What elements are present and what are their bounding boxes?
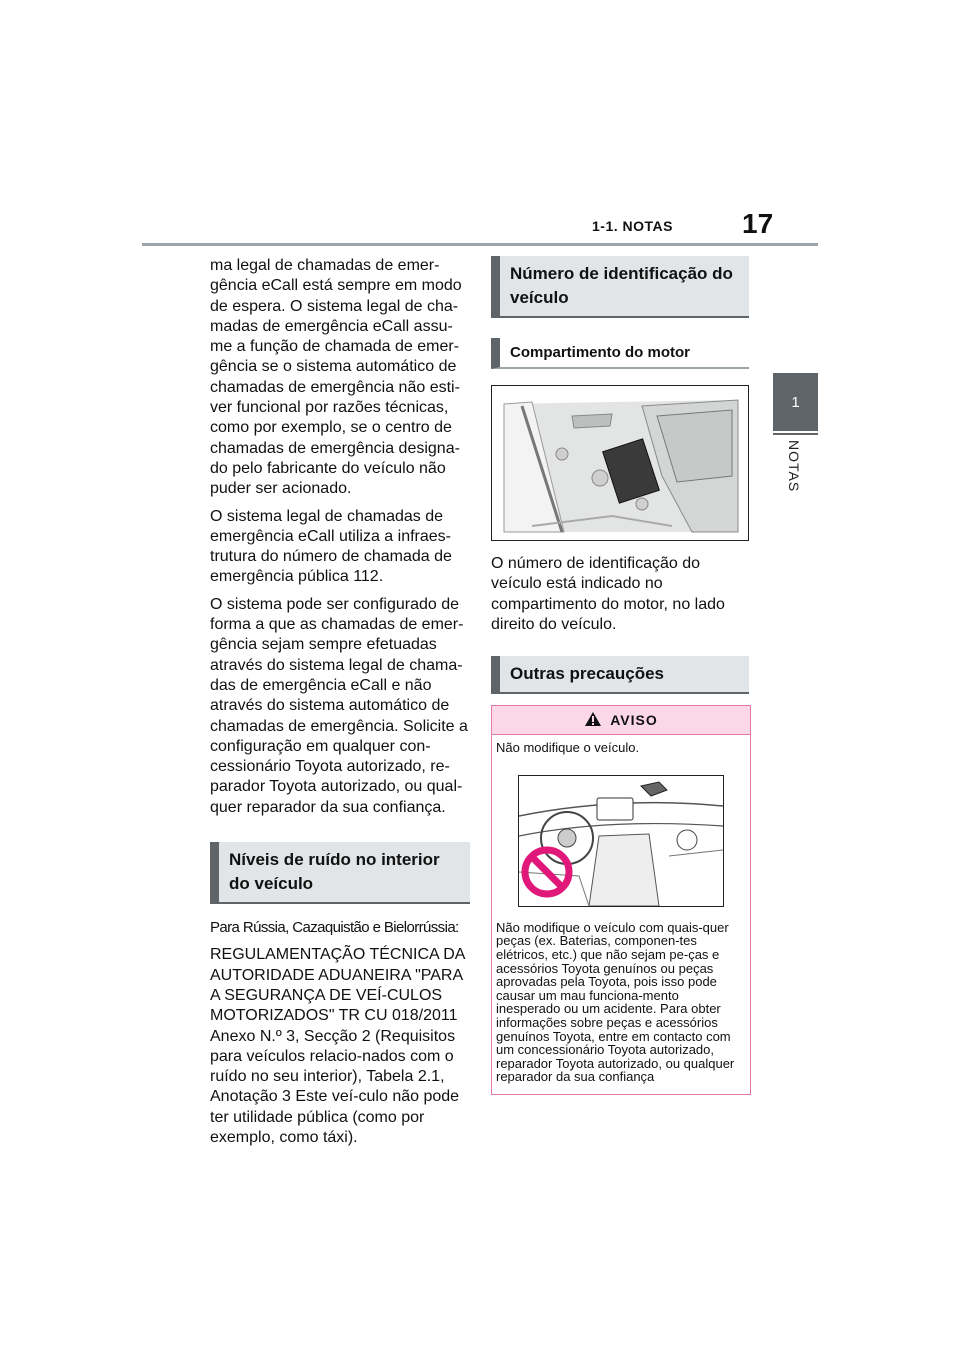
chapter-tab-divider [773,433,818,435]
engine-compartment-image [492,386,748,540]
warning-line: Não modifique o veículo. [496,740,640,756]
engine-compartment-illustration [491,385,749,541]
warning-header [492,706,750,735]
warning-box [491,705,751,1095]
ecall-paragraph-3: O sistema pode ser configurado de forma a que as chamadas de emer-gência sejam sempre efetuadas através do sistema legal de chama-das de emergência eCall e não através do sistema automático de chamadas de emergência. Solicite a configuração em qualquer con-cessionário Toyota autorizado, re-parador Toyota autorizado, ou qual-quer reparador da sua confiança. [210,595,468,816]
left-column [210,256,470,1155]
header-divider [142,243,818,246]
chapter-label: NOTAS [786,440,802,493]
ecall-paragraph-2: O sistema legal de chamadas de emergência eCall utiliza a infraes-trutura do número de chamada de emergência pública 112. [210,507,452,586]
warning-body-text: Não modifique o veículo com quais-quer peças (ex. Baterias, componen-tes elétricos, etc.) que não sejam pe-ças e acessórios Toyota genuínos ou peças aprovadas pela Toyota, pois isso pode causar um mau funciona-mento inesperado ou um acidente. Para obter informações sobre peças e acessórios genuínos Toyota, entre em contacto com um concessionário Toyota autorizado, reparador Toyota autorizado, ou qualquer reparador da sua confiança [496,919,735,1085]
noise-lead: Para Rússia, Cazaquistão e Bielorrússia: [210,919,459,937]
page-number: 17 [742,208,774,239]
section-title: 1-1. NOTAS [592,218,673,234]
vin-location-text: O número de identificação do veículo está indicado no compartimento do motor, no lado direito do veículo. [491,555,725,633]
warning-body [492,735,750,1094]
heading-vehicle-id: Número de identificação do veículo [491,256,749,318]
dashboard-illustration [518,775,724,907]
chapter-number: 1 [791,393,800,411]
right-column [491,256,751,1095]
dashboard-image [519,776,723,906]
warning-triangle-icon [584,711,602,730]
noise-regulation-text: REGULAMENTAÇÃO TÉCNICA DA AUTORIDADE ADUANEIRA "PARA A SEGURANÇA DE VEÍ-CULOS MOTORIZADOS" TR CU 018/2011 Anexo N.º 3, Secção 2 (Requisitos para veículos relacio-nados com o ruído no seu interior), Tabela 2.1, Anotação 3 Este veí-culo não pode ter utilidade pública (como por exemplo, como táxi). [210,946,465,1146]
chapter-tab[interactable] [773,373,818,431]
subheading-engine-compartment: Compartimento do motor [491,338,749,369]
heading-other-precautions: Outras precauções [491,656,749,694]
heading-noise-levels: Níveis de ruído no interior do veículo [210,842,470,904]
warning-title: AVISO [610,712,658,729]
ecall-paragraph-1: ma legal de chamadas de emer-gência eCall está sempre em modo de espera. O sistema legal de cha-madas de emergência eCall assu-me a função de chamada de emer-gência se o sistema automático de chamadas de emergência não esti-ver funcional por razões técnicas, como por exemplo, se o centro de chamadas de emergência designa-do pelo fabricante do veículo não puder ser acionado. [210,257,462,498]
